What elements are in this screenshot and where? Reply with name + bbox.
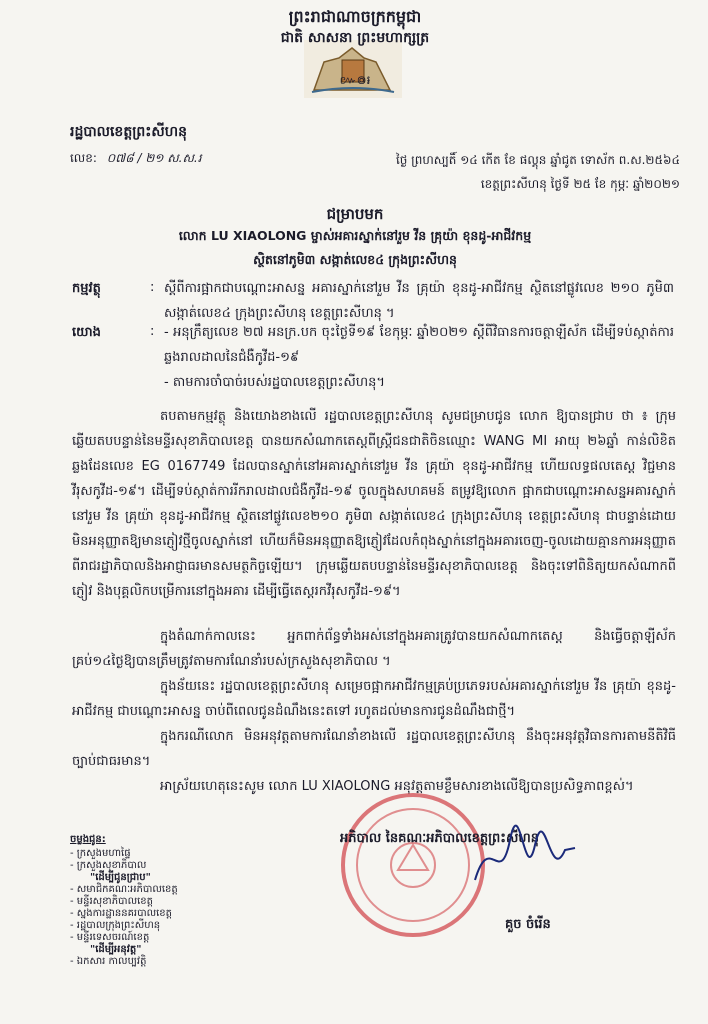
reference-item-2: - តាមការចាំបាច់របស់រដ្ឋបាលខេត្តព្រះសីហនុ។: [164, 375, 385, 390]
body-paragraph-1: តបតាមកម្មវត្ថុ និងយោងខាងលើ រដ្ឋបាលខេត្តព្រះសីហនុ សូមជម្រាបជូន លោក ឱ្យបានជ្រាប ថា ៖ ក្រុមឆ្លើយតបបន្ទាន់នៃមន្ទីរសុខាភិបាលខេត្ត បានយកសំណាកតេស្តពីស្ត្រីជនជាតិចិនឈ្មោះ WANG MI អាយុ ២៦ឆ្នាំ កាន់លិខិតឆ្លងដែនលេខ EG 0167749 ដែលបានស្នាក់នៅអគារស្នាក់នៅរួម វីន គ្រុយ៉ា ខុនដូ-អាជីវកម្ម ហើយលទ្ធផលតេស្ត វិជ្ជមានវីរុសកូវីដ-១៩។ ដើម្បីទប់ស្កាត់ការរីករាលដាលជំងឺកូវីដ-១៩ ចូលក្នុងសហគមន៍ តម្រូវឱ្យលោក ផ្អាកជាបណ្តោះអាសន្នអគារស្នាក់នៅរួម វីន គ្រុយ៉ា ខុនដូ-អាជីវកម្ម ស្ថិតនៅផ្លូវលេខ២១០ ភូមិ៣ សង្កាត់លេខ៤ ក្រុងព្រះសីហនុ ខេត្តព្រះសីហនុ ជាបន្ទាន់ដោយមិនអនុញ្ញាតឱ្យមានភ្ញៀវថ្មីចូលស្នាក់នៅ ហើយក៏មិនអនុញ្ញាតឱ្យភ្ញៀវដែលកំពុងស្នាក់នៅក្នុងអគារចេញ-ចូលដោយគ្មានការអនុញ្ញាតពីរាជរដ្ឋាភិបាលនិងអាជ្ញាធរមានសមត្ថកិច្ចឡើយ។ ក្រុមឆ្លើយតបបន្ទាន់នៃមន្ទីរសុខាភិបាលខេត្ត និងចុះទៅពិនិត្យយកសំណាកពីភ្ញៀវ និងបុគ្គលិកបម្រើការនៅក្នុងអគារ ដើម្បីធ្វើតេស្តរកវីរុសកូវីដ-១៩។: [72, 409, 676, 599]
document-number-label: លេខ:: [70, 151, 97, 165]
subject-text: ស្តីពីការផ្អាកជាបណ្តោះអាសន្ន អគារស្នាក់នៅរួម វីន គ្រុយ៉ា ខុនដូ-អាជីវកម្ម ស្ថិតនៅផ្លូវលេខ ២១០ ភូមិ៣ សង្កាត់លេខ៤ ក្រុងព្រះសីហនុ ខេត្តព្រះសីហនុ ។: [164, 281, 674, 321]
cc-item: - រដ្ឋបាលក្រុងព្រះសីហនុ: [70, 920, 161, 931]
official-seal-stamp: [338, 790, 488, 940]
cc-heading: ចម្លងជូន:: [70, 834, 106, 845]
kingdom-heading: ព្រះរាជាណាចក្រកម្ពុជា: [288, 7, 422, 26]
header-ornament: ៚៙៛: [339, 73, 371, 87]
body-paragraph-2: ក្នុងតំណាក់កាលនេះ អ្នកពាក់ព័ន្ធទាំងអស់នៅក្នុងអគារត្រូវបានយកសំណាកតេស្ត និងធ្វើចត្តាឡីស័ក គ្រប់១៤ថ្ងៃឱ្យបានត្រឹមត្រូវតាមការណែនាំរបស់ក្រសួងសុខាភិបាល ។: [72, 629, 676, 669]
body-paragraph-4: ក្នុងករណីលោក មិនអនុវត្តតាមការណែនាំខាងលើ រដ្ឋបាលខេត្តព្រះសីហនុ នឹងចុះអនុវត្តវិធានការតាមនីតិវិធីច្បាប់ជាធរមាន។: [72, 729, 676, 769]
cc-item: - ក្រសួងសុខាភិបាល: [70, 860, 147, 871]
document-number-value: ០៧៨ / ២១ ស.ស.រ: [106, 151, 202, 165]
signatory-title: អភិបាល នៃគណៈអភិបាលខេត្តព្រះសីហនុ: [340, 831, 539, 846]
reference-colon: :: [150, 324, 155, 339]
cc-group-label: "ដើម្បីជូនជ្រាប": [90, 872, 151, 883]
issuer-name: រដ្ឋបាលខេត្តព្រះសីហនុ: [70, 124, 187, 140]
solar-date: ខេត្តព្រះសីហនុ ថ្ងៃទី ២៥ ខែ កុម្ភៈ ឆ្នាំ២០២១: [480, 177, 680, 191]
cc-item: - ឯកសារ កាលប្បវត្តិ: [70, 956, 147, 967]
lunar-date: ថ្ងៃ ព្រហស្បតិ៍ ១៤ កើត ខែ ផល្គុន ឆ្នាំជូត ទោស័ក ព.ស.២៥៦៤: [395, 153, 680, 167]
cc-item: - ស្នងការដ្ឋាននគរបាលខេត្ត: [70, 908, 173, 919]
reference-item-1: - អនុក្រឹត្យលេខ ២៧ អនក្រ.បក ចុះថ្ងៃទី១៩ ខែកុម្ភៈ ឆ្នាំ២០២១ ស្តីពីវិធានការចត្តាឡីស័ក ដើម្បីទប់ស្កាត់ការឆ្លងរាលដាលនៃជំងឺកូវីដ-១៩: [164, 325, 674, 365]
subject-label: កម្មវត្ថុ: [72, 281, 101, 296]
salutation-title: ជម្រាបមក: [326, 205, 384, 223]
cc-item: - ក្រសួងមហាផ្ទៃ: [70, 848, 131, 859]
body-paragraph-5: អាស្រ័យហេតុនេះសូម លោក LU XIAOLONG អនុវត្តតាមខ្លឹមសារខាងលើឱ្យបានប្រសិទ្ធភាពខ្ពស់។: [160, 779, 634, 794]
cc-item: - មន្ទីរទេសចរណ៍ខេត្ត: [70, 932, 150, 943]
cc-block: [70, 834, 300, 968]
reference-label: យោង: [72, 325, 101, 340]
body-paragraph-3: ក្នុងន័យនេះ រដ្ឋបាលខេត្តព្រះសីហនុ សម្រេចផ្អាកអាជីវកម្មគ្រប់ប្រភេទរបស់អគារស្នាក់នៅរួម វីន គ្រុយ៉ា ខុនដូ-អាជីវកម្ម ជាបណ្តោះអាសន្ន ចាប់ពីពេលជូនដំណឹងនេះតទៅ រហូតដល់មានការជូនដំណឹងជាថ្មី។: [72, 679, 676, 719]
national-motto: ជាតិ សាសនា ព្រះមហាក្សត្រ: [280, 30, 430, 46]
cc-item: - សមាជិកគណៈអភិបាលខេត្ត: [70, 884, 178, 895]
cc-group-label: "ដើម្បីអនុវត្ត": [90, 944, 142, 955]
subject-colon: :: [150, 280, 155, 295]
handwritten-signature: [470, 820, 580, 900]
document-number: [70, 150, 202, 168]
cc-item: - មន្ទីរសុខាភិបាលខេត្ត: [70, 896, 153, 907]
recipient-line: លោក LU XIAOLONG ម្ចាស់អគារស្នាក់នៅរួម វីន គ្រុយ៉ា ខុនដូ-អាជីវកម្ម: [178, 228, 532, 243]
signatory-name: គួច ចំរើន: [505, 917, 551, 932]
recipient-address: ស្ថិតនៅភូមិ៣ សង្កាត់លេខ៤ ក្រុងព្រះសីហនុ: [253, 252, 457, 267]
